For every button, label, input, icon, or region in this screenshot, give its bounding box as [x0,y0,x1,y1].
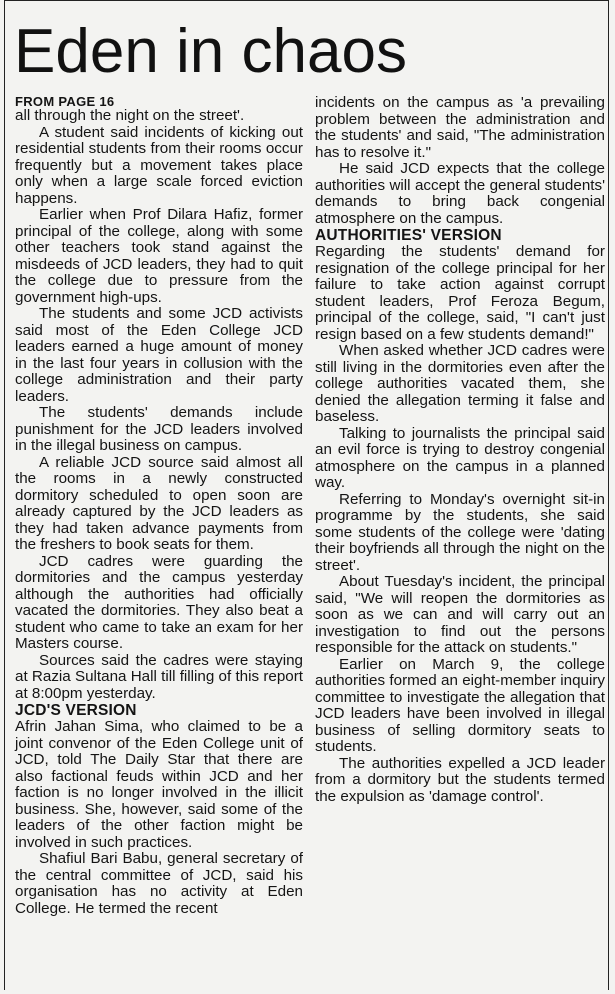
paragraph: He said JCD expects that the college authorities will accept the general students' demands to bring back congenial atmosphere on the campus. [315,160,605,227]
paragraph: Afrin Jahan Sima, who claimed to be a joint convenor of the Eden College unit of JCD, told The Daily Star that there are also factional feuds within JCD and her faction is no longer involved in the illicit business. She, however, said some of the leaders of the other faction might be involved in such practices. [15,718,303,851]
paragraph: JCD cadres were guarding the dormitories and the campus yesterday although the authorities had officially vacated the dormitories. They also beat a student who came to take an exam for her Masters course. [15,552,303,652]
paragraph: The students' demands include punishment for the JCD leaders involved in the illegal business on campus. [15,404,303,454]
paragraph: Talking to journalists the principal said an evil force is trying to destroy congenial atmosphere on the campus in a planned way. [315,424,605,491]
paragraph: Shafiul Bari Babu, general secretary of the central committee of JCD, said his organisation has no activity at Eden College. He termed the recent [15,850,303,917]
left-column [15,95,303,917]
paragraph: About Tuesday's incident, the principal said, "We will reopen the dormitories as soon as we can and will carry out an investigation to find out the persons responsible for the attack on students." [315,573,605,656]
paragraph: A reliable JCD source said almost all the rooms in a newly constructed dormitory scheduled to open soon are already captured by the JCD leaders as they had taken advance payments from the freshers to book seats for them. [15,453,303,553]
paragraph: The students and some JCD activists said most of the Eden College JCD leaders earned a huge amount of money in the last four years in collusion with the college administration and their party leaders. [15,305,303,405]
paragraph: Regarding the students' demand for resignation of the college principal for her failure to take action against corrupt student leaders, Prof Feroza Begum, principal of the college, said, "I can't just resign based on a few students demand!" [315,243,605,343]
right-column [315,95,605,805]
headline: Eden in chaos [14,17,407,86]
paragraph: A student said incidents of kicking out residential students from their rooms occur frequently but a movement takes place only when a large scale forced eviction happens. [15,123,303,207]
paragraph: all through the night on the street'. [15,107,245,124]
paragraph: The authorities expelled a JCD leader from a dormitory but the students termed the expulsion as 'damage control'. [315,754,605,805]
kicker: FROM PAGE 16 [15,94,115,109]
paragraph: Earlier on March 9, the college authorities formed an eight-member inquiry committee to investigate the allegation that JCD leaders have been involved in illegal business of selling dormitory seats to students. [315,655,605,755]
paragraph: Sources said the cadres were staying at Razia Sultana Hall till filling of this report at 8:00pm yesterday. [15,651,303,702]
subhead-jcd-version: JCD'S VERSION [15,702,137,719]
paragraph: When asked whether JCD cadres were still living in the dormitories even after the college authorities vacated them, she denied the allegation terming it false and baseless. [315,342,605,425]
paragraph: incidents on the campus as 'a prevailing problem between the administration and the students' and said, "The administration has to resolve it." [315,94,605,161]
paragraph: Referring to Monday's overnight sit-in programme by the students, she said some students of the college were 'dating their boyfriends all through the night on the street'. [315,490,605,574]
paragraph: Earlier when Prof Dilara Hafiz, former principal of the college, along with some other teachers took stand against the misdeeds of JCD leaders, they had to quit the college due to pressure from the government high-ups. [15,206,303,306]
subhead-authorities-version: AUTHORITIES' VERSION [315,227,502,244]
